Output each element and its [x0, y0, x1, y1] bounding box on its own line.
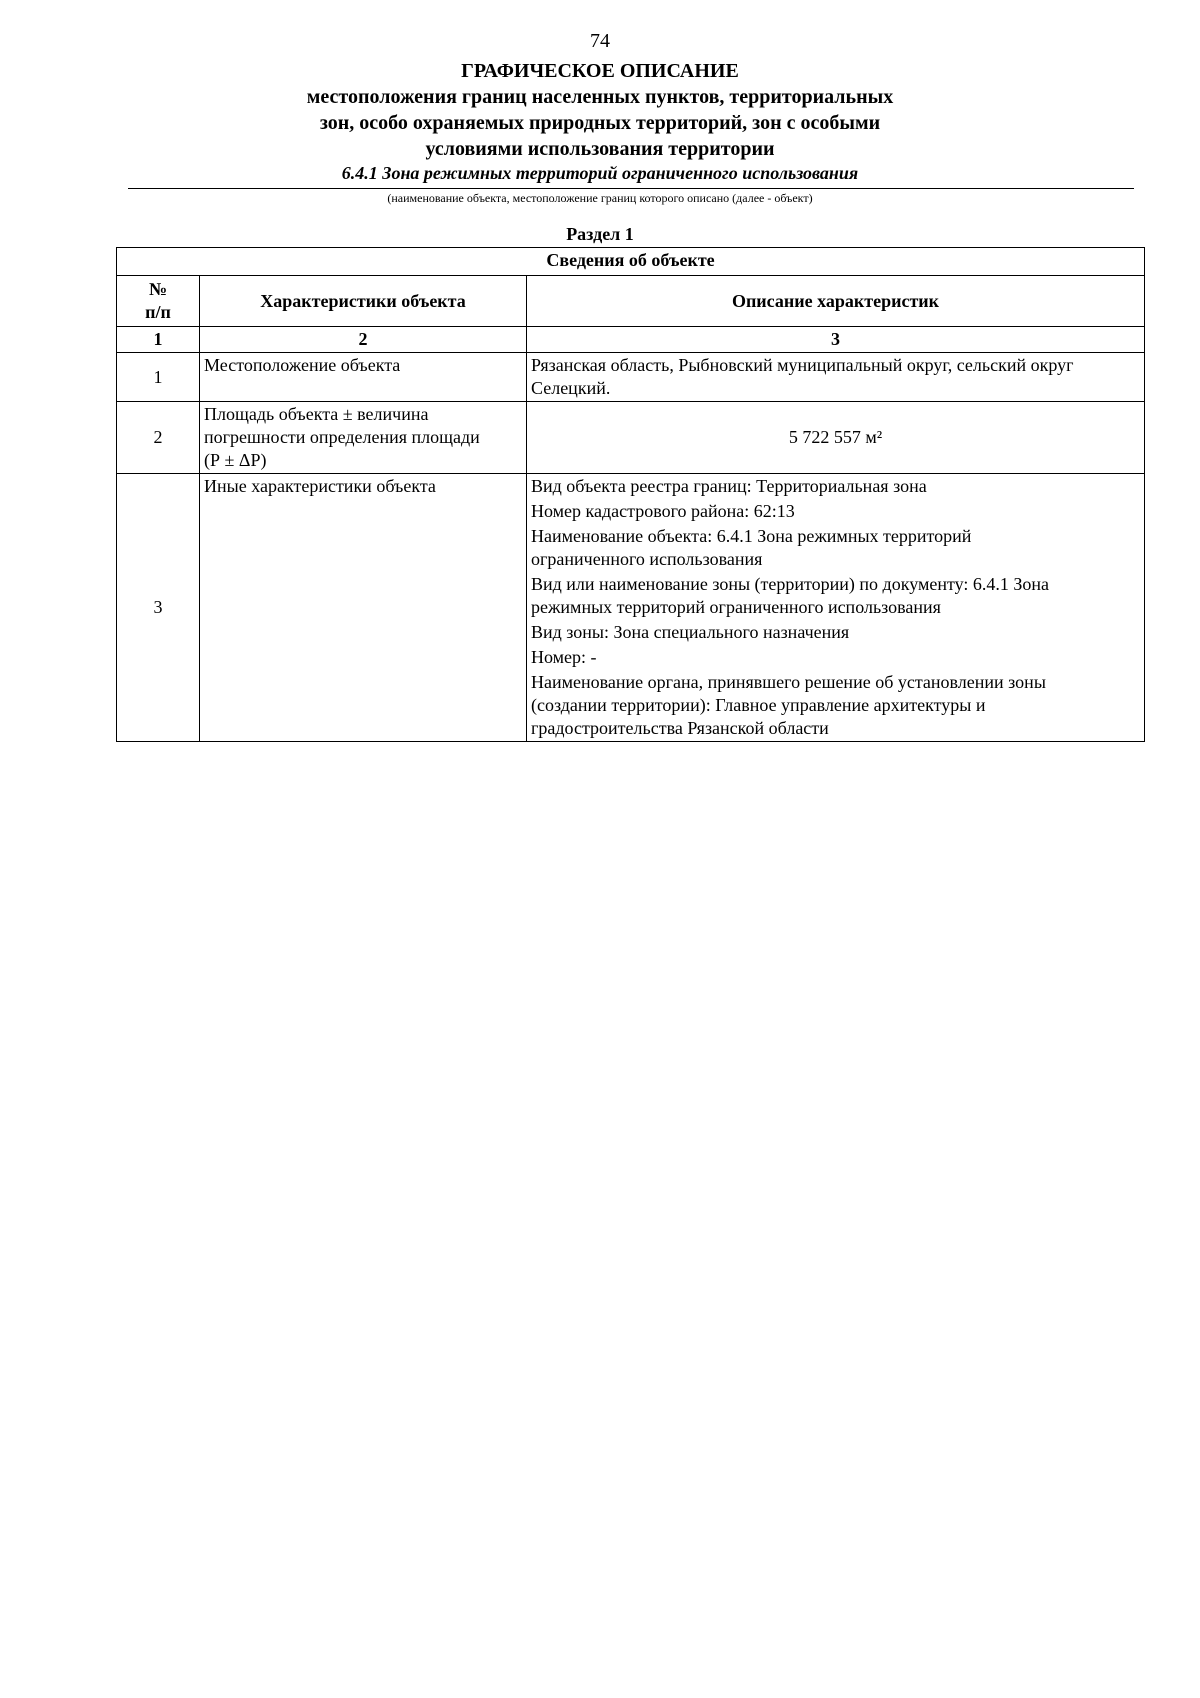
description-item: Вид объекта реестра границ: Территориальная зона	[531, 476, 927, 496]
title-line: зон, особо охраняемых природных территорий, зон с особыми	[319, 112, 881, 134]
table-title: Сведения об объекте	[117, 248, 1145, 276]
characteristic-cell: Местоположение объекта	[200, 353, 527, 402]
description-item: Номер кадастрового района: 62:13	[531, 501, 795, 521]
table-row	[117, 353, 1145, 402]
document-title	[0, 58, 1200, 162]
table-row	[117, 474, 1145, 742]
characteristic-cell: Иные характеристики объекта	[200, 474, 527, 742]
object-caption: (наименование объекта, местоположение границ которого описано (далее - объект)	[387, 191, 813, 205]
header-description: Описание характеристик	[527, 276, 1145, 327]
column-number: 1	[117, 327, 200, 353]
header-characteristic: Характеристики объекта	[200, 276, 527, 327]
row-number: 1	[117, 353, 200, 402]
description-item: Наименование органа, принявшего решение об установлении зоны (создании территории): Главное управление архитектуры и градостроительства Рязанской области	[531, 672, 1046, 738]
row-number: 3	[117, 474, 200, 742]
row-number: 2	[117, 402, 200, 474]
title-main: ГРАФИЧЕСКОЕ ОПИСАНИЕ	[461, 60, 739, 82]
title-line: условиями использования территории	[425, 138, 775, 160]
area-value: 5 722 557 м²	[527, 402, 1145, 474]
column-number: 3	[527, 327, 1145, 353]
page-number: 74	[590, 30, 610, 52]
object-name: 6.4.1 Зона режимных территорий ограниченного использования	[341, 163, 859, 183]
title-line: местоположения границ населенных пунктов, территориальных	[306, 86, 894, 108]
description-item: Наименование объекта: 6.4.1 Зона режимных территорий ограниченного использования	[531, 526, 972, 569]
description-item: Номер: -	[531, 647, 597, 667]
description-item: Вид или наименование зоны (территории) по документу: 6.4.1 Зона режимных территорий ограниченного использования	[531, 574, 1050, 617]
characteristic-cell: Площадь объекта ± величина погрешности определения площади (Р ± ΔР)	[200, 402, 527, 474]
underline-rule	[128, 188, 1134, 189]
description-item: Вид зоны: Зона специального назначения	[531, 622, 850, 642]
object-info-table	[116, 247, 1145, 742]
header-num: № п/п	[117, 276, 200, 327]
section-title: Раздел 1	[566, 224, 634, 244]
description-cell	[527, 474, 1145, 742]
table-row	[117, 402, 1145, 474]
column-number: 2	[200, 327, 527, 353]
description-cell: Рязанская область, Рыбновский муниципальный округ, сельский округ Селецкий.	[527, 353, 1145, 402]
